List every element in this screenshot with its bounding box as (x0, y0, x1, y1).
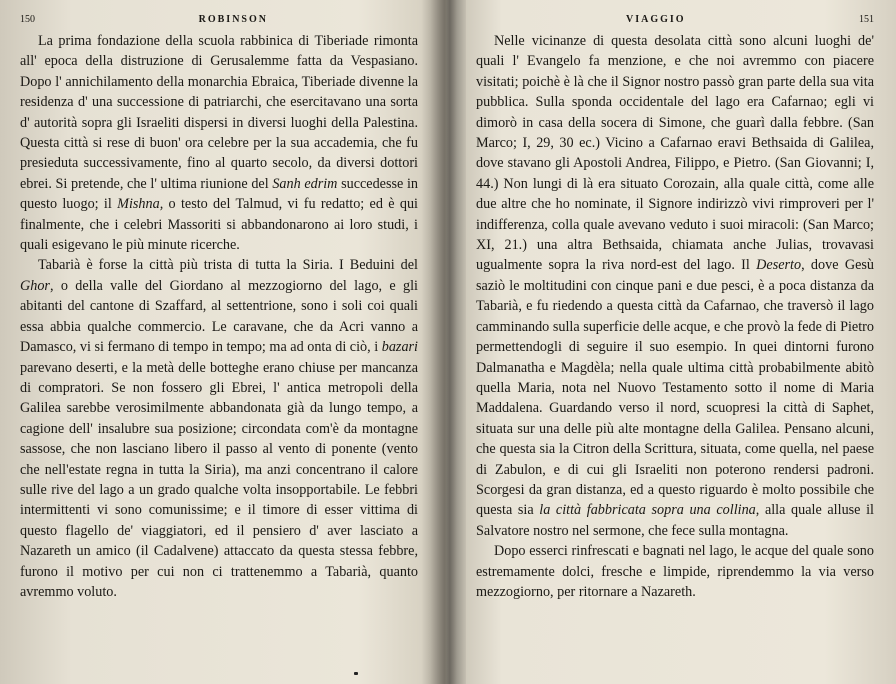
italic-text: Ghor (20, 277, 50, 294)
text-run: o testo del Talmud, vi fu redatto; ed è qui finalmente, che i celebri Massoriti si abbandonarono ai loro studi, i quali esigevano le più minute ricerche. (20, 196, 418, 254)
ink-mark (354, 672, 358, 675)
right-page (442, 0, 896, 684)
italic-text: bazari (381, 339, 418, 356)
text-run: La prima fondazione della scuola rabbinica di Tiberiade rimonta all' epoca della distruzione di Gerusalemme fatta da Vespasiano. Dopo l' annichilamento della monarchia Ebraica, Tiberiade divenne la residenza d' una successione di patriarchi, che esercitavano una sorta d' autorità sopra gli Israeliti dispersi in diversi luoghi della Palestina. Questa città si rese di buon' ora celebre per la sua accademia, che fu presieduta successivamente, fino al quarto secolo, da diversi dottori ebrei. Si pretende, che l' ultima riunione del (20, 33, 418, 192)
page-body-right (476, 31, 874, 602)
text-run: , o della valle del Giordano al mezzogiorno del lago, e gli abitanti del cantone di Szaffard, al settentrione, sono i soli coi quali essa abbia qualche commercio. Le caravane, che da Acri vanno a Damasco, vi si fermano di tempo in tempo; ma ad onta di ciò, i (20, 277, 418, 356)
text-run: Dopo esserci rinfrescati e bagnati nel lago, le acque del quale sono estremamente dolci, fresche e limpide, riprendemmo la via verso mezzogiorno, per ritornare a Nazareth. (476, 543, 874, 600)
text-run: Nelle vicinanze di questa desolata città sono alcuni luoghi de' quali l' Evangelo fa menzione, e che noi avremmo con piacere visitati; poichè è là che il Signor nostro passò gran parte della sua vita pubblica. Sulla sponda occidentale del lago era Cafarnao; egli vi dimorò in casa della socera di Simone, che guarì dalla febbre. (San Marco; I, 29, 30 ec.) Vicino a Cafarnao eravi Bethsaida di Galilea, dove stavano gli Apostoli Andrea, Filippo, e Pietro. (San Giovanni; I, 44.) Non lungi di là era situato Corozain, alla quale città, come alle due altre che ho nominate, il Signore indirizzò vivi rimproveri per l' indifferenza, colla quale avevano veduto i suoi miracoli: (San Marco; XI, 21.) una altra Bethsaida, chiamata anche Julias, trovavasi ugualmente sopra la riva nord-est del lago. Il (476, 33, 874, 274)
italic-text: Deserto (756, 257, 802, 274)
text-run: succedesse in questo luogo; il (20, 175, 418, 213)
text-run: parevano deserti, e la metà delle botteghe erano chiuse per mancanza di compratori. Se non fossero gli Ebrei, l' antica metropoli della Galilea sarebbe verosimilmente abbandonata già da lungo tempo, a cagione dell' insalubre sua posizione; circondata com'è da montagne sassose, che non lasciano libero il passo al vento di ponente (vento che nell'estate regna in tutta la Siria), ma anzi concentrano il calore sulle rive del lago a un grado qualche volta insopportabile. Le febbri intermittenti vi sono comunissime; e il timore di esser vittima di questo flagello de' viaggiatori, ed il pensiero d' aver lasciato a Nazareth un amico (il Cadalvene) attaccato da questa stessa febbre, furono il motivo per cui non ci trattenemmo a Tabarià, quanto avremmo voluto. (20, 359, 418, 600)
paragraph (20, 255, 418, 602)
text-run: , dove Gesù saziò le moltitudini con cinque pani e due pesci, è a poca distanza da Tabarià, e fu riedendo a questa città da Cafarnao, che traversò il lago camminando sulla superficie delle acque, e che provò la fede di Pietro permettendogli di seguire il suo esempio. In quei dintorni furono Dalmanatha e Magdèla; nella quale ultima città probabilmente abitò quella Maria, nota nel Nuovo Testamento sotto il nome di Maria Maddalena. Guardando verso il nord, scuopresi la città di Saphet, situata sur una delle più alte montagne della Galilea. Pensano alcuni, che questa sia la Citron della Scrittura, situata, come quella, nel paese di Zabulon, e di cui gli Israeliti non poterono rendersi padroni. Scorgesi da gran distanza, ed a questo riguardo è molto possibile che questa sia (476, 257, 874, 519)
paragraph (20, 31, 418, 255)
page-number: 150 (20, 14, 35, 25)
running-title: VIAGGIO (626, 14, 686, 25)
text-run: Tabarià è forse la città più trista di tutta la Siria. I Beduini del (38, 257, 418, 274)
running-head-right (476, 14, 874, 25)
page-number: 151 (859, 14, 874, 25)
left-page (0, 0, 442, 684)
italic-text: Sanh edrim (272, 175, 338, 192)
page-body-left (20, 31, 418, 602)
text-run: , alla quale alluse il Salvatore nostro nel sermone, che fece sulla montagna. (476, 502, 874, 539)
paragraph (476, 31, 874, 541)
italic-text: Mishna, (117, 196, 164, 213)
running-head-left (20, 14, 418, 25)
italic-text: la città fabbricata sopra una collina (539, 502, 756, 519)
running-title: ROBINSON (198, 14, 268, 25)
paragraph (476, 541, 874, 602)
